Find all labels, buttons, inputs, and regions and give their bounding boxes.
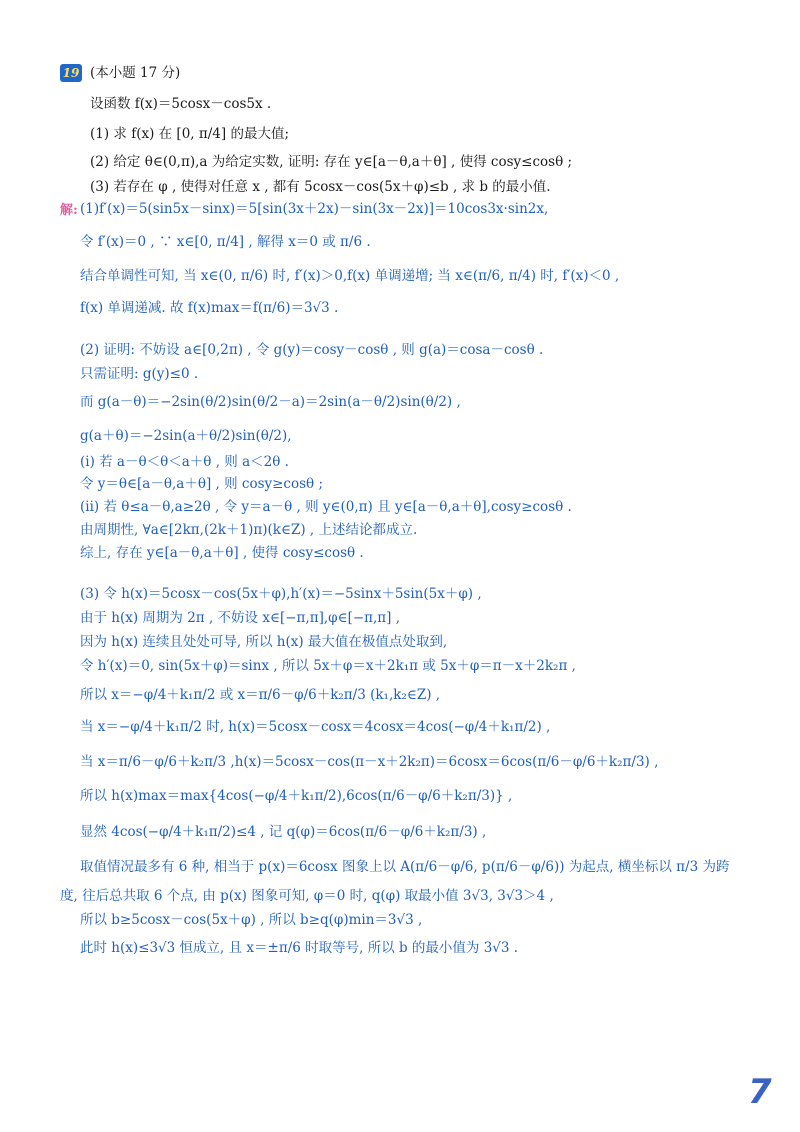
- solution-line: 综上, 存在 y∈[a－θ,a＋θ] , 使得 cosy≤cosθ .: [80, 545, 364, 561]
- problem-number-badge: 19: [60, 64, 82, 82]
- solution-line: f(x) 单调递减. 故 f(x)max＝f(π/6)＝3√3 .: [80, 300, 339, 316]
- solution-line: 所以 x＝−φ/4＋k₁π/2 或 x＝π/6－φ/6＋k₂π/3 (k₁,k₂∈Z) ,: [80, 687, 441, 703]
- solution-line: g(a＋θ)＝−2sin(a＋θ/2)sin(θ/2),: [80, 428, 292, 444]
- solution-line: 只需证明: g(y)≤0 .: [80, 366, 199, 382]
- solution-line: 显然 4cos(−φ/4＋k₁π/2)≤4 , 记 q(φ)＝6cos(π/6－φ/6＋k₂π/3) ,: [80, 824, 487, 840]
- page-number: 7: [748, 1072, 772, 1112]
- solution-line: 令 y＝θ∈[a－θ,a＋θ] , 则 cosy≥cosθ ;: [80, 476, 324, 492]
- solution-line: (i) 若 a－θ＜θ＜a＋θ , 则 a＜2θ .: [80, 454, 289, 470]
- solution-line: 由于 h(x) 周期为 2π , 不妨设 x∈[−π,π],φ∈[−π,π] ,: [80, 610, 401, 626]
- problem-header: (本小题 17 分): [90, 65, 181, 81]
- solution-line: 当 x＝π/6－φ/6＋k₂π/3 ,h(x)＝5cosx－cos(π－x＋2k₂π)＝6cosx＝6cos(π/6－φ/6＋k₂π/3) ,: [80, 754, 659, 770]
- problem-part-3: (3) 若存在 φ , 使得对任意 x , 都有 5cosx－cos(5x＋φ)≤b , 求 b 的最小值.: [90, 179, 551, 195]
- problem-part-2: (2) 给定 θ∈(0,π),a 为给定实数, 证明: 存在 y∈[a－θ,a＋θ] , 使得 cosy≤cosθ ;: [90, 154, 573, 170]
- solution-line: 由周期性, ∀a∈[2kπ,(2k＋1)π)(k∈Z) , 上述结论都成立.: [80, 522, 418, 538]
- solution-line: 令 h′(x)＝0, sin(5x＋φ)＝sinx , 所以 5x＋φ＝x＋2k₁π 或 5x＋φ＝π－x＋2k₂π ,: [80, 658, 576, 674]
- solution-line: 结合单调性可知, 当 x∈(0, π/6) 时, f′(x)＞0,f(x) 单调递增; 当 x∈(π/6, π/4) 时, f′(x)＜0 ,: [80, 268, 620, 284]
- solution-line: 而 g(a－θ)＝−2sin(θ/2)sin(θ/2－a)＝2sin(a－θ/2)sin(θ/2) ,: [80, 394, 461, 410]
- problem-stem: 设函数 f(x)＝5cosx－cos5x .: [90, 96, 272, 112]
- solution-label: 解:: [60, 203, 78, 218]
- solution-line: (1)f′(x)＝5(sin5x－sinx)＝5[sin(3x＋2x)－sin(3x－2x)]＝10cos3x·sin2x,: [80, 201, 549, 217]
- solution-line: 取值情况最多有 6 种, 相当于 p(x)＝6cosx 图象上以 A(π/6－φ/6, p(π/6－φ/6)) 为起点, 横坐标以 π/3 为跨: [80, 859, 730, 875]
- solution-line: 当 x＝−φ/4＋k₁π/2 时, h(x)＝5cosx－cosx＝4cosx＝4cos(−φ/4＋k₁π/2) ,: [80, 719, 551, 735]
- solution-line: (ii) 若 θ≤a－θ,a≥2θ , 令 y＝a－θ , 则 y∈(0,π) 且 y∈[a－θ,a＋θ],cosy≥cosθ .: [80, 499, 572, 515]
- problem-part-1: (1) 求 f(x) 在 [0, π/4] 的最大值;: [90, 126, 289, 142]
- solution-line: 令 f′(x)＝0 , ∵ x∈[0, π/4] , 解得 x＝0 或 π/6 .: [80, 234, 371, 250]
- solution-line: 此时 h(x)≤3√3 恒成立, 且 x＝±π/6 时取等号, 所以 b 的最小值为 3√3 .: [80, 940, 519, 956]
- solution-line: 所以 h(x)max＝max{4cos(−φ/4＋k₁π/2),6cos(π/6－φ/6＋k₂π/3)} ,: [80, 788, 513, 804]
- solution-line: 因为 h(x) 连续且处处可导, 所以 h(x) 最大值在极值点处取到,: [80, 634, 448, 650]
- solution-line: (3) 令 h(x)＝5cosx－cos(5x＋φ),h′(x)＝−5sinx＋5sin(5x＋φ) ,: [80, 586, 482, 602]
- solution-line: 所以 b≥5cosx－cos(5x＋φ) , 所以 b≥q(φ)min＝3√3 ,: [80, 912, 423, 928]
- solution-line: 度, 往后总共取 6 个点, 由 p(x) 图象可知, φ＝0 时, q(φ) 取最小值 3√3, 3√3＞4 ,: [60, 888, 554, 904]
- solution-line: (2) 证明: 不妨设 a∈[0,2π) , 令 g(y)＝cosy－cosθ , 则 g(a)＝cosa－cosθ .: [80, 342, 544, 358]
